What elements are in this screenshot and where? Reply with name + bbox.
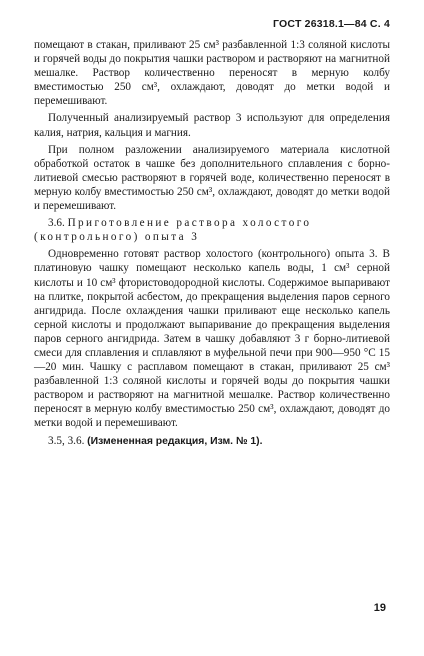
page-number: 19 [373,602,386,614]
section-title: Приготовление раствора холостого (контрольного) опыта 3 [34,217,312,244]
revision-note [34,434,390,449]
paragraph-full-decomposition: При полном разложении анализируемого материала кислотной обработкой остаток в чашке без дополнительного сплавления с борно-литиевой смесью растворяют в горячей воде, количественно переносят в мерную колбу вместимостью 250 см³, охлаждают, доводят до метки водой и перемешивают. [34,143,390,213]
standard-header: ГОСТ 26318.1—84 С. 4 [273,18,390,30]
paragraph-analysis-solution: Полученный анализируемый раствор 3 используют для определения калия, натрия, кальция и магния. [34,112,390,139]
section-number: 3.6. [48,217,65,230]
revision-note-text: (Измененная редакция, Изм. № 1). [87,435,263,447]
section-heading-3-6 [34,216,390,244]
paragraph-blank-solution: Одновременно готовят раствор холостого (контрольного) опыта 3. В платиновую чашку помещают несколько капель воды, 1 см³ серной кислоты и 10 см³ фтористоводородной кислоты. Содержимое выпаривают на плитке, покрытой асбестом, до прекращения выделения паров серного ангидрида. После охлаждения чашки приливают еще несколько капель серной кислоты и продолжают выпаривание до прекращения выделения паров серного ангидрида. Затем в чашку добавляют 3 г борно-литиевой смеси для сплавления и сплавляют в муфельной печи при 900—950 °С 15—20 мин. Чашку с расплавом помещают в стакан, приливают 25 см³ разбавленной 1:3 соляной кислоты и горячей воды до покрытия чашки раствором и растворяют на магнитной мешалке. Раствор количественно переносят в мерную колбу вместимостью 250 см³, охлаждают, доводят до метки водой и перемешивают. [34,248,390,430]
document-body [34,38,390,452]
revision-note-sections: 3.5, 3.6. [48,434,85,447]
paragraph-continuation: помещают в стакан, приливают 25 см³ разбавленной 1:3 соляной кислоты и горячей воды до покрытия чашки раствором и растворяют на магнитной мешалке. Раствор количественно переносят в мерную колбу вместимостью 250 см³, охлаждают, доводят до метки водой и перемешивают. [34,39,390,108]
